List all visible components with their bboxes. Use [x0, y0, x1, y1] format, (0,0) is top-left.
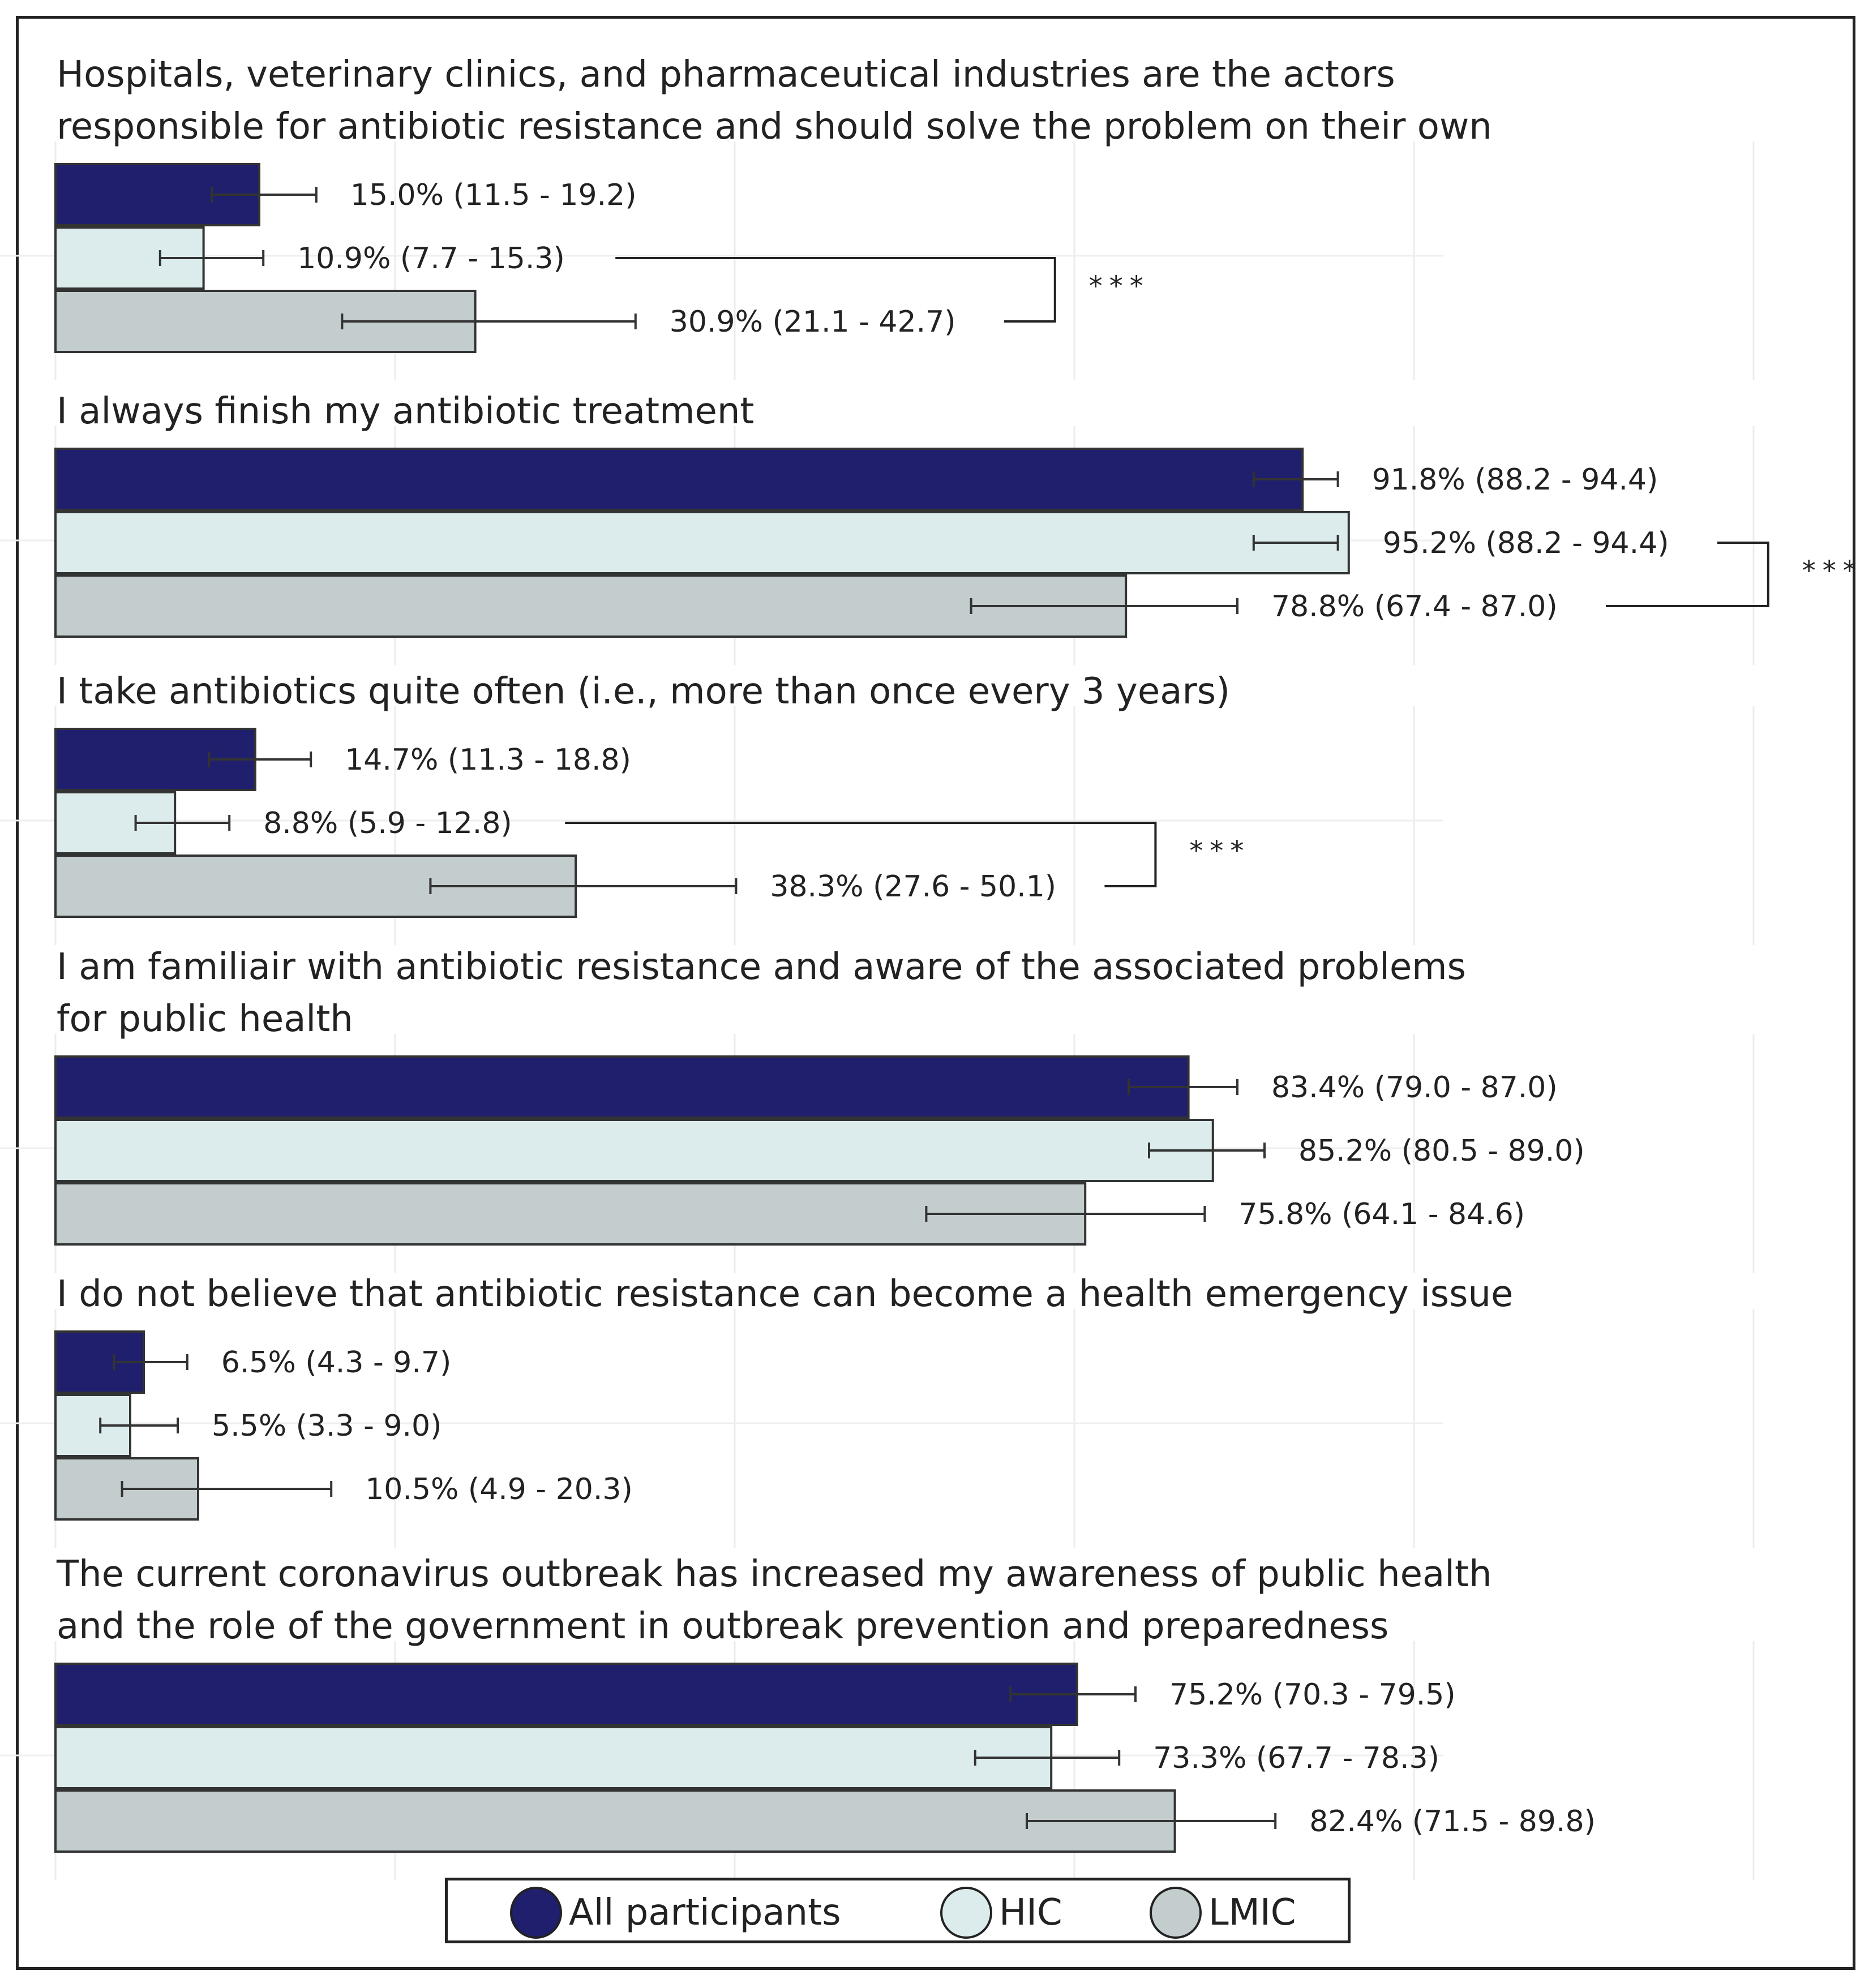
bar [55, 1727, 1051, 1788]
bar [55, 449, 1302, 510]
bar [55, 1057, 1189, 1118]
legend-label-hic: HIC [999, 1892, 1062, 1934]
panel-title-line: I take antibiotics quite often (i.e., more than once every 3 years) [57, 671, 1231, 712]
bar [55, 1791, 1175, 1852]
legend [445, 1878, 1351, 1943]
panel-title-line: The current coronavirus outbreak has increased my awareness of public health [57, 1553, 1492, 1595]
value-label: 83.4% (79.0 - 87.0) [1271, 1071, 1558, 1105]
panel-title-line: I am familiair with antibiotic resistance and aware of the associated problems [57, 946, 1466, 988]
legend-swatch-lmic [1150, 1887, 1202, 1939]
value-label: 8.8% (5.9 - 12.8) [263, 806, 512, 840]
value-label: 82.4% (71.5 - 89.8) [1309, 1805, 1596, 1839]
value-label: 91.8% (88.2 - 94.4) [1371, 463, 1658, 497]
legend-item-all [510, 1887, 841, 1938]
value-label: 14.7% (11.3 - 18.8) [345, 743, 631, 777]
legend-item-hic [940, 1887, 1062, 1938]
value-label: 95.2% (88.2 - 94.4) [1382, 526, 1669, 560]
legend-label-lmic: LMIC [1208, 1892, 1296, 1934]
value-label: 10.5% (4.9 - 20.3) [365, 1472, 633, 1506]
legend-label-all: All participants [569, 1892, 841, 1934]
significance-marker: *** [1802, 555, 1863, 587]
significance-marker: *** [1088, 270, 1150, 302]
bar [55, 1664, 1077, 1725]
value-label: 75.8% (64.1 - 84.6) [1238, 1197, 1525, 1231]
panel-title-line: Hospitals, veterinary clinics, and pharmaceutical industries are the actors [57, 54, 1395, 96]
value-label: 15.0% (11.5 - 19.2) [350, 178, 637, 212]
bar [55, 512, 1349, 573]
value-label: 78.8% (67.4 - 87.0) [1271, 590, 1558, 624]
value-label: 6.5% (4.3 - 9.7) [221, 1346, 452, 1380]
panel-title-line: and the role of the government in outbreak prevention and preparedness [57, 1605, 1389, 1647]
value-label: 10.9% (7.7 - 15.3) [297, 242, 565, 276]
value-label: 75.2% (70.3 - 79.5) [1169, 1678, 1456, 1712]
bar [55, 1120, 1213, 1181]
value-label: 73.3% (67.7 - 78.3) [1153, 1741, 1439, 1775]
bar [55, 576, 1126, 637]
value-label: 30.9% (21.1 - 42.7) [669, 305, 956, 339]
value-label: 5.5% (3.3 - 9.0) [212, 1409, 442, 1443]
value-label: 38.3% (27.6 - 50.1) [770, 870, 1057, 904]
value-label: 85.2% (80.5 - 89.0) [1298, 1134, 1585, 1168]
panel-title-line: for public health [57, 998, 353, 1040]
legend-swatch-all [510, 1887, 562, 1939]
legend-swatch-hic [940, 1887, 992, 1939]
panel-title-line: responsible for antibiotic resistance and should solve the problem on their own [57, 106, 1492, 148]
panel-title-line: I always finish my antibiotic treatment [57, 390, 755, 432]
panel-title-line: I do not believe that antibiotic resistance can become a health emergency issue [57, 1273, 1514, 1315]
legend-item-lmic [1150, 1887, 1296, 1938]
significance-marker: *** [1189, 835, 1251, 867]
